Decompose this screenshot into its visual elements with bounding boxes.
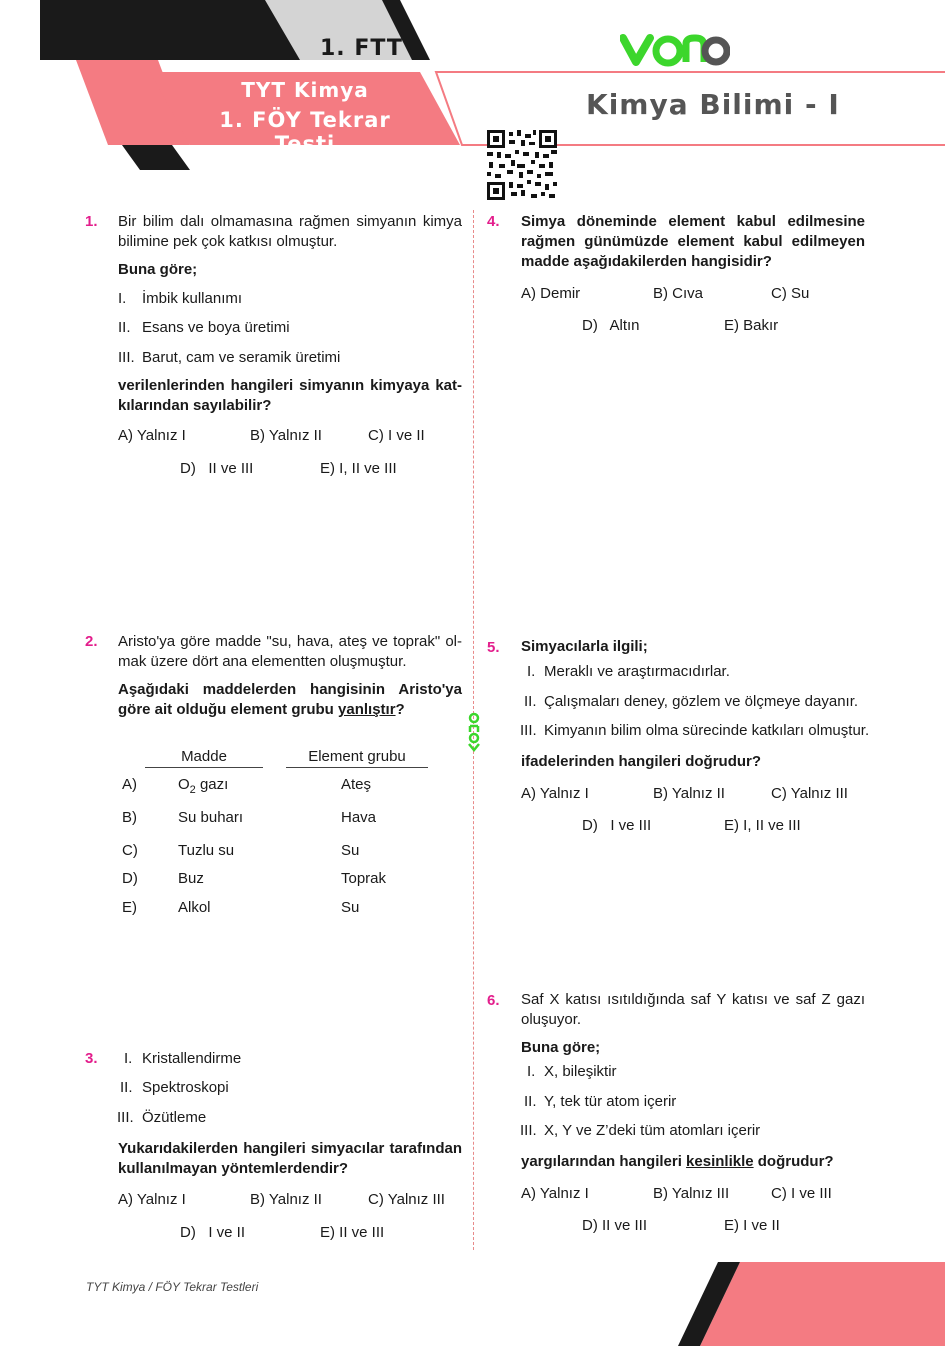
q2-row-d-madde: Buz [178,870,204,887]
qr-code-icon[interactable] [487,130,557,200]
q6-text: Saf X katısı ısıtıldığında saf Y katısı ve saf Z gazı oluşuyor. [521,991,865,1028]
q2-row-b-madde: Su buharı [178,809,244,826]
q6-question-post: doğrudur? [753,1153,834,1170]
q5-number: 5. [487,639,500,656]
q2-row-a-madde-sub: 2 [189,784,196,796]
q2-row-c-madde: Tuzlu su [178,842,235,859]
footer-pink-band [700,1262,945,1346]
q2-row-b-group: Hava [341,809,377,826]
q1-item-1-num: I. [118,290,127,307]
q1-option-a[interactable]: A) Yalnız I [118,427,186,444]
q3-option-d[interactable]: D) I ve II [180,1224,246,1241]
q3-item-1-num: I. [124,1050,133,1067]
q5-item-2-num: II. [524,693,537,710]
q6-option-c[interactable]: C) I ve III [771,1185,832,1202]
q4-option-e[interactable]: E) Bakır [724,317,779,334]
q2-question-pre: Aşağıdaki maddelerden hangisinin Aristo'ya göre ait olduğu element grubu [118,681,462,718]
q2-row-e-opt: E) [122,899,137,916]
q2-row-b-opt: B) [122,809,137,826]
q2-text: Aristo'ya göre madde "su, hava, ateş ve toprak" ol-mak üzere dört ana elementten oluşmuştur. [118,633,462,670]
header-dark-small [122,145,190,170]
q3-option-e[interactable]: E) II ve III [320,1224,385,1241]
q1-option-e[interactable]: E) I, II ve III [320,460,397,477]
q6-item-1-text: X, bileşiktir [544,1063,617,1080]
q6-item-2-num: II. [524,1093,537,1110]
q4-option-c[interactable]: C) Su [771,285,810,302]
q6-number: 6. [487,992,500,1009]
q6-item-3-text: X, Y ve Z’deki tüm atomları içerir [544,1122,761,1139]
q2-row-a-madde-base: O [178,776,190,793]
q1-item-2-text: Esans ve boya üretimi [142,319,290,336]
q1-number: 1. [85,213,98,230]
q5-question: ifadelerinden hangileri doğrudur? [521,753,762,770]
footer-text: TYT Kimya / FÖY Tekrar Testleri [86,1280,259,1294]
q3-item-1-text: Kristallendirme [142,1050,242,1067]
q1-option-c[interactable]: C) I ve II [368,427,425,444]
q3-option-a[interactable]: A) Yalnız I [118,1191,186,1208]
q5-lead: Simyacılarla ilgili; [521,638,648,655]
q2-number: 2. [85,633,98,650]
q2-row-a-opt: A) [122,776,137,793]
q5-item-2-text: Çalışmaları deney, gözlem ve ölçmeye dayanır. [544,693,859,710]
q1-lead: Buna göre; [118,261,198,278]
q6-option-e[interactable]: E) I ve II [724,1217,780,1234]
q2-row-d-opt: D) [122,870,138,887]
q5-option-b[interactable]: B) Yalnız II [653,785,725,802]
q1-option-b[interactable]: B) Yalnız II [250,427,322,444]
q5-item-1-num: I. [527,663,536,680]
q6-item-3-num: III. [520,1122,537,1139]
q3-item-2-text: Spektroskopi [142,1079,229,1096]
q5-item-3-text: Kimyanın bilim olma sürecinde katkıları olmuştur. [544,722,870,739]
q2-col-madde: Madde [145,748,263,768]
course-title-line2: 1. FÖY Tekrar Testi [219,108,391,156]
q4-option-b[interactable]: B) Cıva [653,285,704,302]
q2-col-element-group: Element grubu [286,748,428,768]
q5-item-3-num: III. [520,722,537,739]
q2-question [118,680,462,720]
topic-title: Kimya Bilimi - I [586,88,840,121]
q1-item-2-num: II. [118,319,131,336]
q2-row-c-group: Su [341,842,360,859]
q1-item-3-num: III. [118,349,135,366]
q4-option-d[interactable]: D) Altın [582,317,640,334]
q2-row-c-opt: C) [122,842,138,859]
q6-option-d[interactable]: D) II ve III [582,1217,648,1234]
q2-row-d-group: Toprak [341,870,387,887]
q5-option-c[interactable]: C) Yalnız III [771,785,848,802]
q2-question-underlined: yanlıştır [338,701,396,718]
q3-option-b[interactable]: B) Yalnız II [250,1191,322,1208]
q1-question: verilenlerinden hangileri simyanın kimyaya kat-kılarından sayılabilir? [118,377,462,414]
q2-row-e-madde: Alkol [178,899,211,916]
q6-question-pre: yargılarından hangileri [521,1153,687,1170]
q2-row-e-group: Su [341,899,360,916]
q6-option-b[interactable]: B) Yalnız III [653,1185,730,1202]
q4-question: Simya döneminde element kabul edilmesine rağmen günümüzde element kabul edilmeyen madde aşağıdakilerden hangisidir? [521,213,865,270]
q6-question-underlined: kesinlikle [686,1153,754,1170]
q3-question: Yukarıdakilerden hangileri simyacılar tarafından kullanılmayan yöntemlerdendir? [118,1140,462,1177]
footer-graphics [600,1262,945,1346]
course-title-line1: TYT Kimya [241,78,369,102]
q6-item-2-text: Y, tek tür atom içerir [544,1093,677,1110]
q5-item-1-text: Meraklı ve araştırmacıdırlar. [544,663,730,680]
test-code: 1. FTT [320,36,403,61]
vono-logo [620,28,730,72]
q3-number: 3. [85,1050,98,1067]
q3-option-c[interactable]: C) Yalnız III [368,1191,445,1208]
q6-option-a[interactable]: A) Yalnız I [521,1185,589,1202]
q3-item-2-num: II. [120,1079,133,1096]
q5-option-a[interactable]: A) Yalnız I [521,785,589,802]
q5-option-e[interactable]: E) I, II ve III [724,817,801,834]
q2-question-post: ? [395,701,405,718]
q6-lead: Buna göre; [521,1039,601,1056]
q1-option-d[interactable]: D) II ve III [180,460,254,477]
q3-item-3-num: III. [117,1109,134,1126]
q1-item-3-text: Barut, cam ve seramik üretimi [142,349,341,366]
q2-row-a-madde [178,776,228,796]
q2-row-a-madde-rest: gazı [195,776,229,793]
side-vono-logo [466,712,482,752]
q6-item-1-num: I. [527,1063,536,1080]
q4-number: 4. [487,213,500,230]
q4-option-a[interactable]: A) Demir [521,285,581,302]
q2-row-a-group: Ateş [341,776,372,793]
q1-item-1-text: İmbik kullanımı [142,290,243,307]
q5-option-d[interactable]: D) I ve III [582,817,652,834]
q1-text: Bir bilim dalı olmamasına rağmen simyanın kimya bilimine pek çok katkısı olmuştur. [118,213,462,250]
q6-question [521,1152,834,1172]
q3-item-3-text: Özütleme [142,1109,207,1126]
